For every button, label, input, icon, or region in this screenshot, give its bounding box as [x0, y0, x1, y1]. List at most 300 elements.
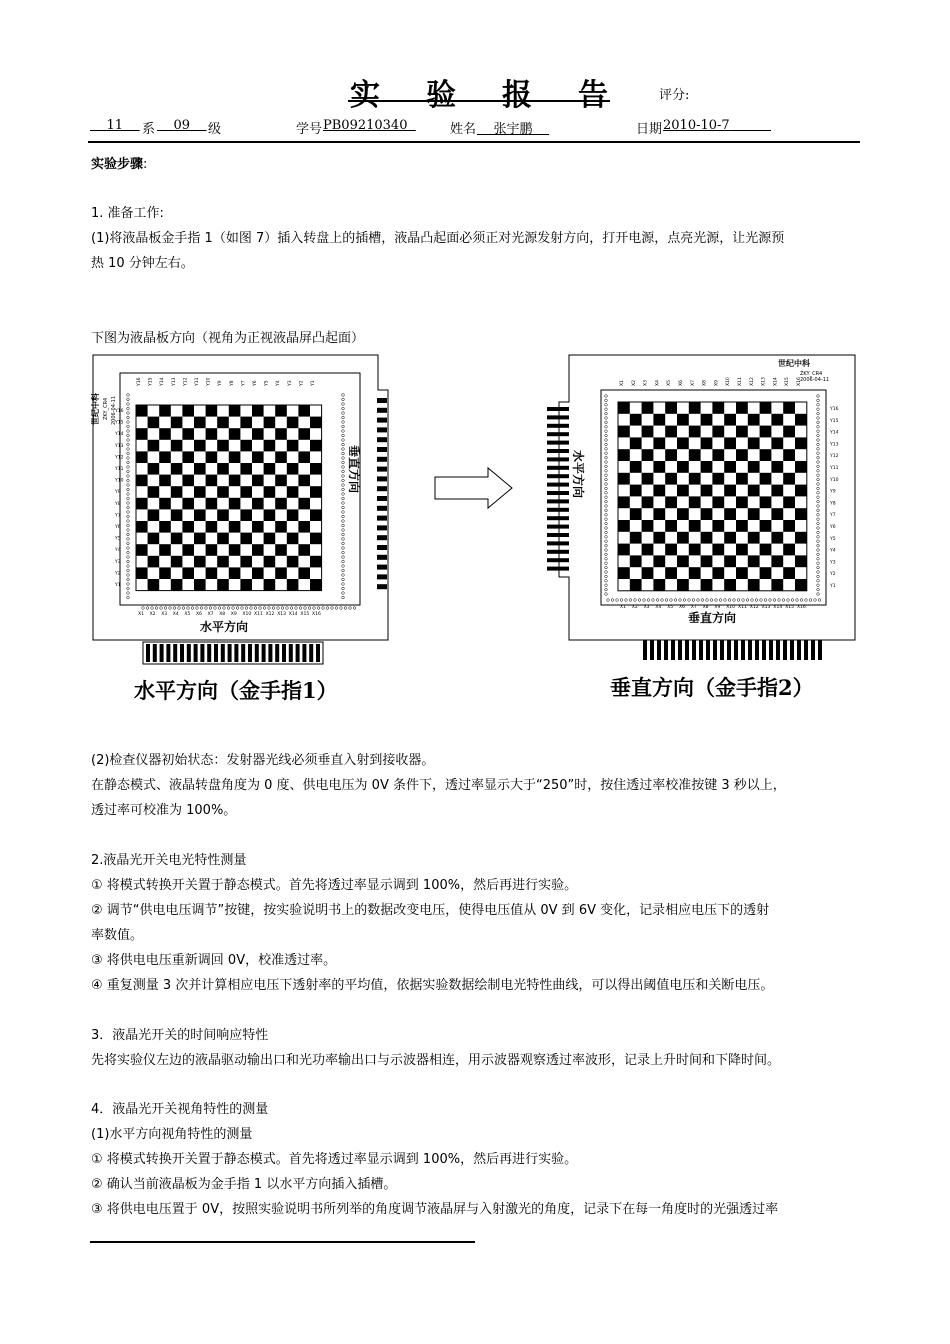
pin-dot — [127, 520, 130, 523]
lcd-pixel — [159, 567, 171, 579]
right-brand: 世纪中科 — [778, 359, 810, 368]
lcd-pixel — [760, 473, 772, 485]
lcd-pixel — [677, 532, 689, 544]
connector-pin — [755, 640, 759, 660]
lcd-pixel — [760, 567, 772, 579]
connector-pin — [275, 644, 279, 662]
pin-dot — [791, 599, 794, 602]
lcd-pixel — [136, 475, 148, 487]
pin-dot — [764, 599, 767, 602]
pin-dot — [342, 488, 345, 491]
lcd-pixel — [677, 508, 689, 520]
lcd-pixel — [310, 533, 322, 545]
lcd-pixel — [653, 508, 665, 520]
lcd-pixel — [275, 521, 287, 533]
pin-dot — [605, 408, 608, 411]
side-pin — [377, 506, 387, 511]
pin-dot — [755, 599, 758, 602]
connector-pin — [289, 644, 293, 662]
pin-dot — [127, 565, 130, 568]
pin-dot — [342, 547, 345, 550]
connector-pin — [194, 644, 198, 662]
lcd-pixel — [298, 567, 310, 579]
pin-dot — [342, 425, 345, 428]
lcd-pixel — [136, 498, 148, 510]
pin-dot — [817, 505, 820, 508]
lcd-pixel — [618, 496, 630, 508]
lcd-pixel — [206, 475, 218, 487]
dept-value: 11 — [106, 118, 124, 133]
lcd-pixel — [136, 521, 148, 533]
pin-label: X6 — [196, 612, 202, 617]
lcd-pixel — [264, 440, 276, 452]
student-id-value: PB09210340 — [323, 118, 408, 133]
pin-dot — [605, 571, 608, 574]
pin-label: X16 — [312, 612, 321, 617]
lcd-pixel — [148, 533, 160, 545]
connector-pin — [160, 644, 164, 662]
pin-dot — [342, 466, 345, 469]
right-horizontal-label: 水平方向 — [571, 450, 585, 499]
pin-label: X4 — [655, 605, 662, 610]
pin-dot — [818, 599, 821, 602]
pin-dot — [688, 599, 691, 602]
lcd-pixel — [275, 475, 287, 487]
s2-line: ① 将模式转换开关置于静态模式。首先将透过率显示调到 100%，然后再进行实验。 — [91, 878, 578, 893]
lcd-pixel — [665, 402, 677, 414]
pin-label: X2 — [631, 605, 638, 610]
connector-pin — [268, 644, 272, 662]
lcd-pixel — [724, 508, 736, 520]
pin-dot — [605, 584, 608, 587]
name-label: 姓名 — [450, 122, 477, 137]
connector-pin — [214, 644, 218, 662]
pin-label: Y13 — [171, 377, 177, 386]
s4-line: ③ 将供电电压置于 0V，按照实验说明书所列举的角度调节液晶屏与入射激光的角度，记录下在每一角度时的光强透过率 — [91, 1202, 779, 1217]
student-id-label: 学号 — [296, 122, 323, 137]
pin-dot — [326, 607, 329, 610]
pin-dot — [342, 556, 345, 559]
lcd-pixel — [724, 437, 736, 449]
pin-dot — [342, 538, 345, 541]
pin-dot — [127, 551, 130, 554]
pin-dot — [127, 529, 130, 532]
pin-dot — [342, 461, 345, 464]
lcd-pixel — [689, 567, 701, 579]
pin-dot — [605, 439, 608, 442]
connector-pin — [762, 640, 766, 660]
pin-dot — [335, 607, 338, 610]
pin-dot — [151, 607, 154, 610]
lcd-pixel — [642, 473, 654, 485]
lcd-pixel — [206, 521, 218, 533]
pin-dot — [127, 421, 130, 424]
pin-dot — [342, 596, 345, 599]
pin-dot — [733, 599, 736, 602]
pin-dot — [342, 457, 345, 460]
lcd-pixel — [229, 567, 241, 579]
pin-dot — [322, 607, 325, 610]
title-char: 告 — [578, 78, 608, 113]
pin-label: Y14 — [830, 430, 839, 436]
lcd-pixel — [795, 555, 807, 567]
pin-dot — [817, 518, 820, 521]
pin-dot — [605, 566, 608, 569]
pin-dot — [236, 607, 239, 610]
pin-dot — [817, 492, 820, 495]
p2-line: (2)检查仪器初始状态：发射器光线必须垂直入射到接收器。 — [91, 753, 435, 768]
lcd-pixel — [310, 579, 322, 591]
lcd-pixel — [229, 475, 241, 487]
pin-label: X9 — [714, 605, 721, 610]
lcd-pixel — [240, 533, 252, 545]
pin-dot — [169, 607, 172, 610]
pin-dot — [259, 607, 262, 610]
pin-dot — [342, 569, 345, 572]
pin-dot — [268, 607, 271, 610]
lcd-pixel — [310, 417, 322, 429]
pin-label: Y10 — [830, 477, 839, 483]
pin-label: Y16 — [137, 377, 142, 386]
lcd-pixel — [194, 533, 206, 545]
lcd-pixel — [748, 532, 760, 544]
pin-label: X11 — [254, 612, 263, 617]
pin-dot — [295, 607, 298, 610]
pin-label: Y14 — [160, 377, 166, 386]
lcd-pixel — [217, 509, 229, 521]
pin-dot — [817, 527, 820, 530]
p2-line: 在静态模式、液晶转盘角度为 0 度、供电电压为 0V 条件下，透过率显示大于“250”时，按住透过率校准按键 3 秒以上， — [91, 778, 786, 793]
gold-finger-pin — [547, 407, 569, 411]
pin-label: Y5 — [264, 380, 270, 386]
pin-dot — [605, 434, 608, 437]
connector-pin — [713, 640, 717, 660]
pin-label: Y1 — [115, 583, 121, 588]
connector-pin — [228, 644, 232, 662]
pin-label: Y3 — [287, 380, 293, 386]
lcd-pixel — [689, 473, 701, 485]
lcd-pixel — [642, 426, 654, 438]
pin-label: X5 — [184, 612, 191, 617]
pin-dot — [127, 596, 130, 599]
left-model: ZKY_CR4 — [103, 397, 109, 420]
lcd-pixel — [182, 544, 194, 556]
connector-pin — [166, 644, 170, 662]
pin-dot — [127, 475, 130, 478]
lcd-pixel — [240, 463, 252, 475]
lcd-pixel — [618, 520, 630, 532]
report-title — [350, 70, 608, 114]
pin-dot — [605, 500, 608, 503]
lcd-pixel — [618, 426, 630, 438]
lcd-pixel — [229, 544, 241, 556]
lcd-pixel — [194, 509, 206, 521]
lcd-pixel — [252, 428, 264, 440]
pin-dot — [342, 592, 345, 595]
pin-dot — [737, 599, 740, 602]
pin-dot — [127, 394, 130, 397]
lcd-pixel — [630, 532, 642, 544]
lcd-pixel — [252, 451, 264, 463]
lcd-pixel — [642, 449, 654, 461]
pin-dot — [605, 549, 608, 552]
lcd-pixel — [298, 498, 310, 510]
lcd-pixel — [275, 498, 287, 510]
lcd-pixel — [783, 449, 795, 461]
pin-label: Y16 — [830, 407, 839, 412]
pin-label: X7 — [690, 380, 696, 386]
board-diagram — [88, 350, 868, 710]
lcd-pixel — [275, 405, 287, 417]
pin-dot — [605, 399, 608, 402]
pin-dot — [724, 599, 727, 602]
connector-pin — [678, 640, 682, 660]
pin-dot — [679, 599, 682, 602]
lcd-pixel — [136, 405, 148, 417]
pin-dot — [817, 404, 820, 407]
pin-label: Y7 — [115, 513, 121, 519]
pin-dot — [625, 599, 628, 602]
pin-label: X3 — [643, 380, 649, 386]
pin-dot — [127, 578, 130, 581]
left-brand: 世纪中科 — [91, 393, 100, 425]
pin-dot — [281, 607, 284, 610]
pin-dot — [218, 607, 221, 610]
pin-dot — [127, 416, 130, 419]
lcd-pixel — [206, 405, 218, 417]
lcd-pixel — [298, 475, 310, 487]
pin-label: X9 — [230, 612, 237, 617]
pin-label: X14 — [773, 377, 779, 386]
pin-dot — [317, 607, 320, 610]
gold-finger-pin — [547, 525, 569, 529]
pin-dot — [607, 599, 610, 602]
pin-dot — [647, 599, 650, 602]
lcd-pixel — [795, 485, 807, 497]
pin-dot — [127, 479, 130, 482]
connector-pin — [790, 640, 794, 660]
lcd-pixel — [217, 533, 229, 545]
lcd-pixel — [653, 579, 665, 591]
connector-pin — [153, 644, 157, 662]
lcd-pixel — [689, 449, 701, 461]
connector-pin — [720, 640, 724, 660]
lcd-pixel — [736, 426, 748, 438]
pin-dot — [127, 452, 130, 455]
lcd-pixel — [298, 521, 310, 533]
lcd-pixel — [229, 428, 241, 440]
s3-title: 3．液晶光开关的时间响应特性 — [91, 1028, 269, 1043]
connector-pin — [657, 640, 661, 660]
lcd-pixel — [240, 440, 252, 452]
pin-dot — [127, 533, 130, 536]
p1-line: (1)将液晶板金手指 1（如图 7）插入转盘上的插槽，液晶凸起面必须正对光源发射方向，打开电源，点亮光源，让光源预 — [91, 231, 785, 246]
lcd-pixel — [771, 508, 783, 520]
pin-dot — [817, 417, 820, 420]
lcd-pixel — [618, 449, 630, 461]
pin-dot — [187, 607, 190, 610]
lcd-pixel — [701, 485, 713, 497]
lcd-pixel — [206, 451, 218, 463]
lcd-pixel — [206, 544, 218, 556]
pin-dot — [605, 544, 608, 547]
pin-dot — [665, 599, 668, 602]
lcd-pixel — [771, 532, 783, 544]
lcd-pixel — [771, 555, 783, 567]
pin-dot — [127, 502, 130, 505]
lcd-pixel — [760, 449, 772, 461]
pin-dot — [342, 497, 345, 500]
pin-label: X5 — [667, 380, 673, 386]
right-gold-finger — [547, 407, 569, 571]
pin-dot — [817, 452, 820, 455]
lcd-pixel — [783, 473, 795, 485]
lcd-pixel — [689, 426, 701, 438]
lcd-pixel — [712, 520, 724, 532]
connector-pin — [671, 640, 675, 660]
connector-pin — [769, 640, 773, 660]
lcd-pixel — [795, 532, 807, 544]
score-label: 评分: — [659, 88, 690, 103]
right-checkerboard — [618, 402, 807, 591]
right-top-labels — [619, 377, 802, 386]
gold-finger-pin — [547, 483, 569, 487]
title-char: 实 — [350, 78, 380, 113]
pin-dot — [178, 607, 181, 610]
left-vertical-label: 垂直方向 — [347, 445, 361, 494]
pin-dot — [342, 452, 345, 455]
lcd-pixel — [264, 417, 276, 429]
connector-pin — [818, 640, 822, 660]
lcd-pixel — [264, 486, 276, 498]
lcd-pixel — [653, 414, 665, 426]
pin-dot — [342, 583, 345, 586]
pin-dot — [286, 607, 289, 610]
lcd-pixel — [194, 440, 206, 452]
lcd-pixel — [171, 533, 183, 545]
lcd-pixel — [148, 463, 160, 475]
pin-dot — [254, 607, 257, 610]
lcd-pixel — [287, 486, 299, 498]
lcd-pixel — [240, 509, 252, 521]
lcd-pixel — [217, 486, 229, 498]
pin-dot — [160, 607, 163, 610]
lcd-pixel — [618, 544, 630, 556]
right-vertical-label: 垂直方向 — [688, 611, 737, 625]
lcd-pixel — [618, 402, 630, 414]
pin-dot — [605, 575, 608, 578]
pin-dot — [342, 448, 345, 451]
pin-label: X12 — [749, 377, 755, 386]
lcd-pixel — [724, 579, 736, 591]
lcd-pixel — [665, 520, 677, 532]
left-top-labels — [136, 377, 316, 387]
pin-label: X7 — [207, 612, 214, 617]
report-title-block — [0, 64, 950, 113]
gold-finger-pin — [547, 449, 569, 453]
pin-label: X4 — [172, 612, 179, 617]
lcd-pixel — [298, 428, 310, 440]
side-pin — [377, 486, 387, 491]
lcd-pixel — [171, 417, 183, 429]
lcd-pixel — [665, 544, 677, 556]
pin-label: Y15 — [148, 377, 154, 386]
pin-dot — [605, 553, 608, 556]
pin-label: Y2 — [299, 380, 305, 386]
pin-dot — [127, 398, 130, 401]
connector-pin — [685, 640, 689, 660]
pin-label: Y3 — [115, 559, 121, 565]
lcd-pixel — [240, 417, 252, 429]
pin-dot — [127, 461, 130, 464]
lcd-pixel — [287, 463, 299, 475]
pin-dot — [796, 599, 799, 602]
lcd-pixel — [630, 414, 642, 426]
connector-pin — [187, 644, 191, 662]
pin-dot — [342, 439, 345, 442]
pin-dot — [127, 434, 130, 437]
lcd-pixel — [194, 417, 206, 429]
lcd-pixel — [217, 463, 229, 475]
lcd-pixel — [760, 496, 772, 508]
lcd-pixel — [275, 567, 287, 579]
lcd-pixel — [712, 473, 724, 485]
pin-dot — [342, 484, 345, 487]
pin-dot — [817, 509, 820, 512]
pin-dot — [342, 416, 345, 419]
lcd-pixel — [159, 544, 171, 556]
pin-dot — [127, 493, 130, 496]
connector-pin — [804, 640, 808, 660]
lcd-pixel — [194, 463, 206, 475]
connector-pin — [180, 644, 184, 662]
name-value: 张宇鹏 — [493, 122, 533, 137]
lcd-pixel — [701, 555, 713, 567]
lcd-pixel — [712, 567, 724, 579]
pin-label: X11 — [738, 377, 743, 386]
lcd-pixel — [677, 555, 689, 567]
lcd-pixel — [194, 556, 206, 568]
pin-dot — [127, 511, 130, 514]
pin-label: X13 — [277, 612, 287, 617]
pin-dot — [127, 506, 130, 509]
pin-dot — [817, 593, 820, 596]
lcd-pixel — [748, 461, 760, 473]
lcd-pixel — [182, 521, 194, 533]
lcd-pixel — [310, 509, 322, 521]
side-pin — [377, 496, 387, 501]
lcd-pixel — [771, 414, 783, 426]
lcd-pixel — [760, 520, 772, 532]
pin-dot — [605, 588, 608, 591]
lcd-pixel — [642, 544, 654, 556]
pin-dot — [817, 496, 820, 499]
gold-finger-pin — [547, 541, 569, 545]
lcd-pixel — [159, 428, 171, 440]
pin-label: Y1 — [311, 380, 316, 386]
lcd-pixel — [275, 428, 287, 440]
pin-label: Y12 — [830, 454, 839, 460]
pin-label: X8 — [702, 380, 708, 386]
pin-label: Y16 — [115, 409, 124, 414]
pin-dot — [800, 599, 803, 602]
lcd-pixel — [653, 532, 665, 544]
pin-dot — [605, 470, 608, 473]
lcd-pixel — [240, 556, 252, 568]
pin-dot — [605, 593, 608, 596]
pin-dot — [620, 599, 623, 602]
pin-dot — [127, 484, 130, 487]
